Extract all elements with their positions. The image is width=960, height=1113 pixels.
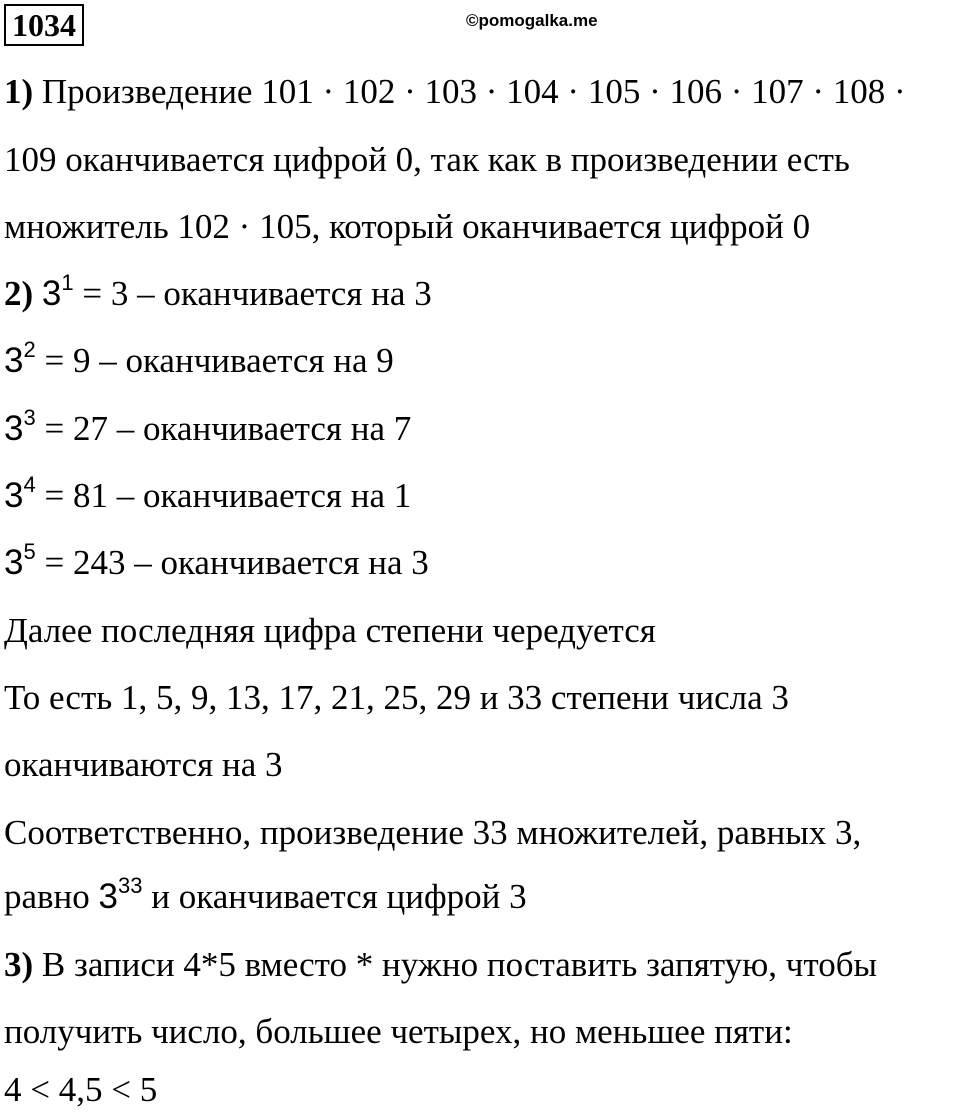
power-result: = 243 – оканчивается на 3: [35, 543, 429, 582]
part2-power-3: [4, 405, 412, 449]
final-power-base: 3: [98, 877, 119, 916]
power-base: 3: [41, 274, 62, 313]
part3-label: 3): [4, 945, 34, 984]
power-exponent: 4: [23, 472, 36, 498]
part2-power-2: [4, 337, 394, 381]
power-exponent: 3: [23, 405, 36, 431]
part2-that-is-line: То есть 1, 5, 9, 13, 17, 21, 25, 29 и 33 степени числа 3: [4, 678, 789, 717]
power-result: = 81 – оканчивается на 1: [35, 476, 412, 515]
power-base: 3: [4, 409, 24, 448]
power-exponent: 2: [23, 337, 36, 363]
power-base: 3: [4, 341, 24, 380]
part2-accordingly-line: Соответственно, произведение 33 множителей, равных 3,: [4, 813, 862, 852]
part1-line3: множитель 102 · 105, который оканчивается цифрой 0: [4, 207, 811, 246]
part2-alternates-line: Далее последняя цифра степени чередуется: [4, 611, 656, 650]
part3-inequality: 4 < 4,5 < 5: [4, 1070, 158, 1109]
task-number-box: 1034: [4, 4, 84, 46]
power-exponent: 1: [61, 270, 74, 296]
part2-end-in-3-line: оканчиваются на 3: [4, 745, 283, 784]
part2-final-line: [4, 873, 527, 917]
power-base: 3: [4, 476, 24, 515]
power-result: = 3 – оканчивается на 3: [73, 274, 432, 313]
part3-line1: [4, 945, 877, 985]
part1-line1-text: Произведение 101 · 102 · 103 · 104 · 105 · 106 · 107 · 108 ·: [33, 72, 906, 111]
part2-power-1: [4, 270, 432, 314]
power-base: 3: [4, 543, 24, 582]
part1-line2: 109 оканчивается цифрой 0, так как в произведении есть: [4, 140, 850, 179]
part2-power-4: [4, 472, 412, 516]
power-result: = 9 – оканчивается на 9: [35, 341, 394, 380]
part1-line1: [4, 72, 906, 112]
part3-line1-text: В записи 4*5 вместо * нужно поставить запятую, чтобы: [33, 945, 878, 984]
final-prefix: равно: [4, 877, 99, 916]
power-result: = 27 – оканчивается на 7: [35, 409, 412, 448]
part2-label: 2): [4, 274, 34, 313]
power-exponent: 5: [23, 539, 36, 565]
part2-power-5: [4, 539, 429, 583]
final-power-exponent: 33: [118, 873, 143, 899]
part1-label: 1): [4, 72, 34, 111]
final-suffix: и оканчивается цифрой 3: [142, 877, 527, 916]
watermark: ©pomogalka.me: [466, 11, 598, 30]
part3-line2: получить число, большее четырех, но меньшее пяти:: [4, 1012, 793, 1051]
